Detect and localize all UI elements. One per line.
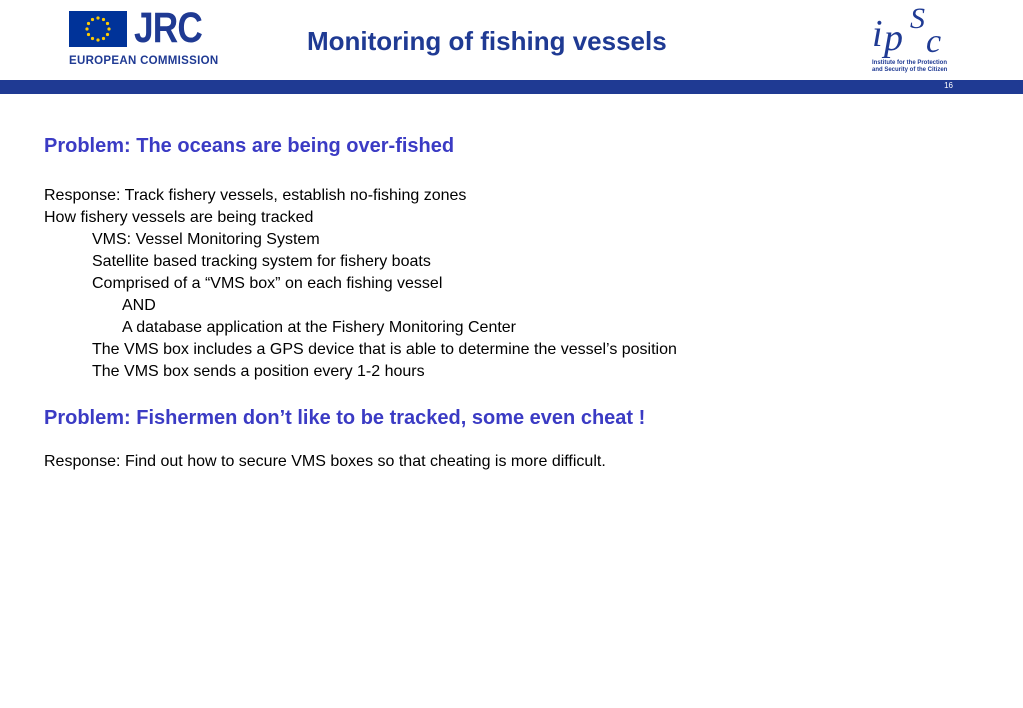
page-number: 16 [944,81,953,90]
svg-text:p: p [884,17,903,59]
ipsc-caption-line-1: Institute for the Protection [872,60,947,66]
problem-heading-2: Problem: Fishermen don’t like to be tracked, some even cheat ! [44,407,646,429]
body-line: AND [122,297,156,314]
svg-text:i: i [872,13,883,55]
jrc-logo-text: JRC [134,4,203,52]
ipsc-caption [872,60,972,74]
header-band [0,80,1023,94]
slide-title: Monitoring of fishing vessels [307,26,667,56]
body-line: How fishery vessels are being tracked [44,209,314,226]
body-line: A database application at the Fishery Monitoring Center [122,319,517,336]
body-line: Comprised of a “VMS box” on each fishing vessel [92,275,443,292]
body-line: Response: Find out how to secure VMS boxes so that cheating is more difficult. [44,453,606,470]
problem-heading-1: Problem: The oceans are being over-fished [44,135,455,157]
ipsc-caption-line-2: and Security of the Citizen [872,67,948,73]
body-line: Response: Track fishery vessels, establish no-fishing zones [44,187,467,204]
body-line: VMS: Vessel Monitoring System [92,231,320,248]
slide-header [0,0,1023,90]
european-commission-label: EUROPEAN COMMISSION [69,55,219,67]
body-line: Satellite based tracking system for fishery boats [92,253,431,270]
slide-body [44,133,994,473]
body-line: The VMS box sends a position every 1-2 hours [92,363,425,380]
svg-text:S: S [910,4,925,35]
eu-flag-logo [69,11,127,47]
svg-text:c: c [926,23,942,60]
body-line: The VMS box includes a GPS device that is able to determine the vessel’s position [92,341,677,358]
